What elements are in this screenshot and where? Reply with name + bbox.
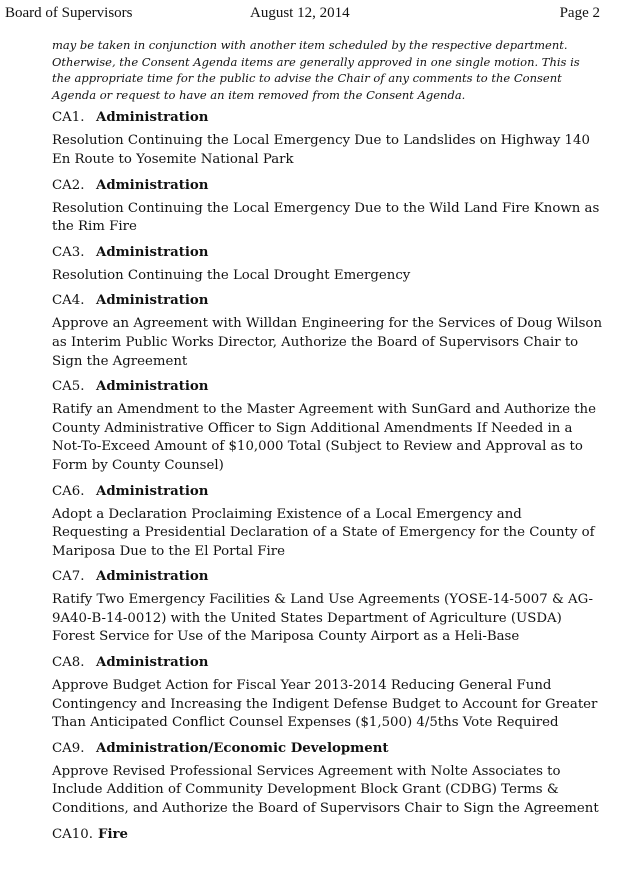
agenda-item-ca10: [52, 826, 602, 844]
agenda-item-department: Administration: [96, 177, 209, 193]
agenda-item-ca5: [52, 378, 602, 475]
agenda-item-ca2: [52, 177, 602, 237]
agenda-item-description: Approve Revised Professional Services Agreement with Nolte Associates to Include Addition of Community Development Block Grant (CDBG) Terms & Conditions, and Authorize the Board of Supervisors Chair to Sign the Agreement: [52, 763, 599, 817]
agenda-item-ca6: [52, 483, 602, 562]
agenda-item-ca4: [52, 292, 602, 371]
agenda-item-heading: [52, 244, 602, 262]
agenda-item-department: Administration/Economic Development: [96, 740, 389, 756]
agenda-item-description: Resolution Continuing the Local Drought Emergency: [52, 267, 411, 283]
agenda-item-number: CA10.: [52, 826, 93, 842]
consent-agenda-intro: may be taken in conjunction with another item scheduled by the respective department. Otherwise, the Consent Agenda items are generally approved in one single motion. This is the appropriate time for the public to advise the Chair of any comments to the Consent Agenda or request to have an item removed from the Consent Agenda.: [52, 38, 580, 102]
agenda-item-heading: [52, 109, 602, 127]
agenda-item-description: Ratify Two Emergency Facilities & Land Use Agreements (YOSE-14-5007 & AG-9A40-B-14-0012) with the United States Department of Agriculture (USDA) Forest Service for Use of the Mariposa County Airport as a Heli-Base: [52, 592, 593, 645]
agenda-item-description: Approve Budget Action for Fiscal Year 2013-2014 Reducing General Fund Contingency and Increasing the Indigent Defense Budget to Account for Greater Than Anticipated Conflict Counsel Expenses ($1,500) 4/5ths Vote Required: [52, 678, 598, 731]
agenda-item-department: Administration: [96, 379, 209, 395]
agenda-item-heading: [52, 826, 602, 844]
agenda-item-number: CA3.: [52, 244, 85, 260]
agenda-item-description: Approve an Agreement with Willdan Engineering for the Services of Doug Wilson as Interim Public Works Director, Authorize the Board of Supervisors Chair to Sign the Agreement: [52, 316, 603, 369]
agenda-item-ca7: [52, 568, 602, 647]
agenda-item-department: Administration: [96, 110, 209, 126]
agenda-content: [52, 37, 602, 849]
agenda-item-heading: [52, 654, 602, 672]
agenda-item-description: Resolution Continuing the Local Emergency Due to the Wild Land Fire Known as the Rim Fire: [52, 200, 600, 235]
agenda-item-heading: [52, 483, 602, 501]
agenda-item-number: CA6.: [52, 483, 85, 499]
agenda-item-heading: [52, 740, 602, 758]
agenda-item-department: Administration: [96, 244, 209, 260]
agenda-item-department: Administration: [96, 569, 209, 585]
agenda-item-ca1: [52, 109, 602, 169]
agenda-item-number: CA9.: [52, 740, 85, 756]
page-header: [5, 4, 600, 24]
agenda-item-description: Ratify an Amendment to the Master Agreement with SunGard and Authorize the County Administrative Officer to Sign Additional Amendments If Needed in a Not-To-Exceed Amount of $10,000 Total (Subject to Review and Approval as to Form by County Counsel): [52, 402, 596, 473]
agenda-item-number: CA1.: [52, 110, 85, 126]
agenda-item-number: CA5.: [52, 379, 85, 395]
header-date: August 12, 2014: [250, 5, 350, 21]
agenda-item-ca3: [52, 244, 602, 286]
agenda-item-heading: [52, 568, 602, 586]
agenda-item-heading: [52, 378, 602, 396]
agenda-item-ca8: [52, 654, 602, 733]
agenda-item-department: Fire: [98, 826, 128, 842]
header-page-number: Page 2: [559, 5, 600, 21]
agenda-item-number: CA8.: [52, 655, 85, 671]
agenda-item-heading: [52, 292, 602, 310]
agenda-item-number: CA2.: [52, 177, 85, 193]
agenda-item-heading: [52, 177, 602, 195]
agenda-item-number: CA7.: [52, 569, 85, 585]
agenda-item-ca9: [52, 740, 602, 819]
agenda-item-description: Adopt a Declaration Proclaiming Existence of a Local Emergency and Requesting a Presidential Declaration of a State of Emergency for the County of Mariposa Due to the El Portal Fire: [52, 506, 595, 559]
agenda-item-description: Resolution Continuing the Local Emergency Due to Landslides on Highway 140 En Route to Yosemite National Park: [52, 133, 590, 167]
agenda-item-department: Administration: [96, 655, 209, 671]
agenda-item-department: Administration: [96, 293, 209, 309]
agenda-item-department: Administration: [96, 483, 209, 499]
header-board-name: Board of Supervisors: [5, 5, 133, 21]
agenda-item-number: CA4.: [52, 293, 85, 309]
